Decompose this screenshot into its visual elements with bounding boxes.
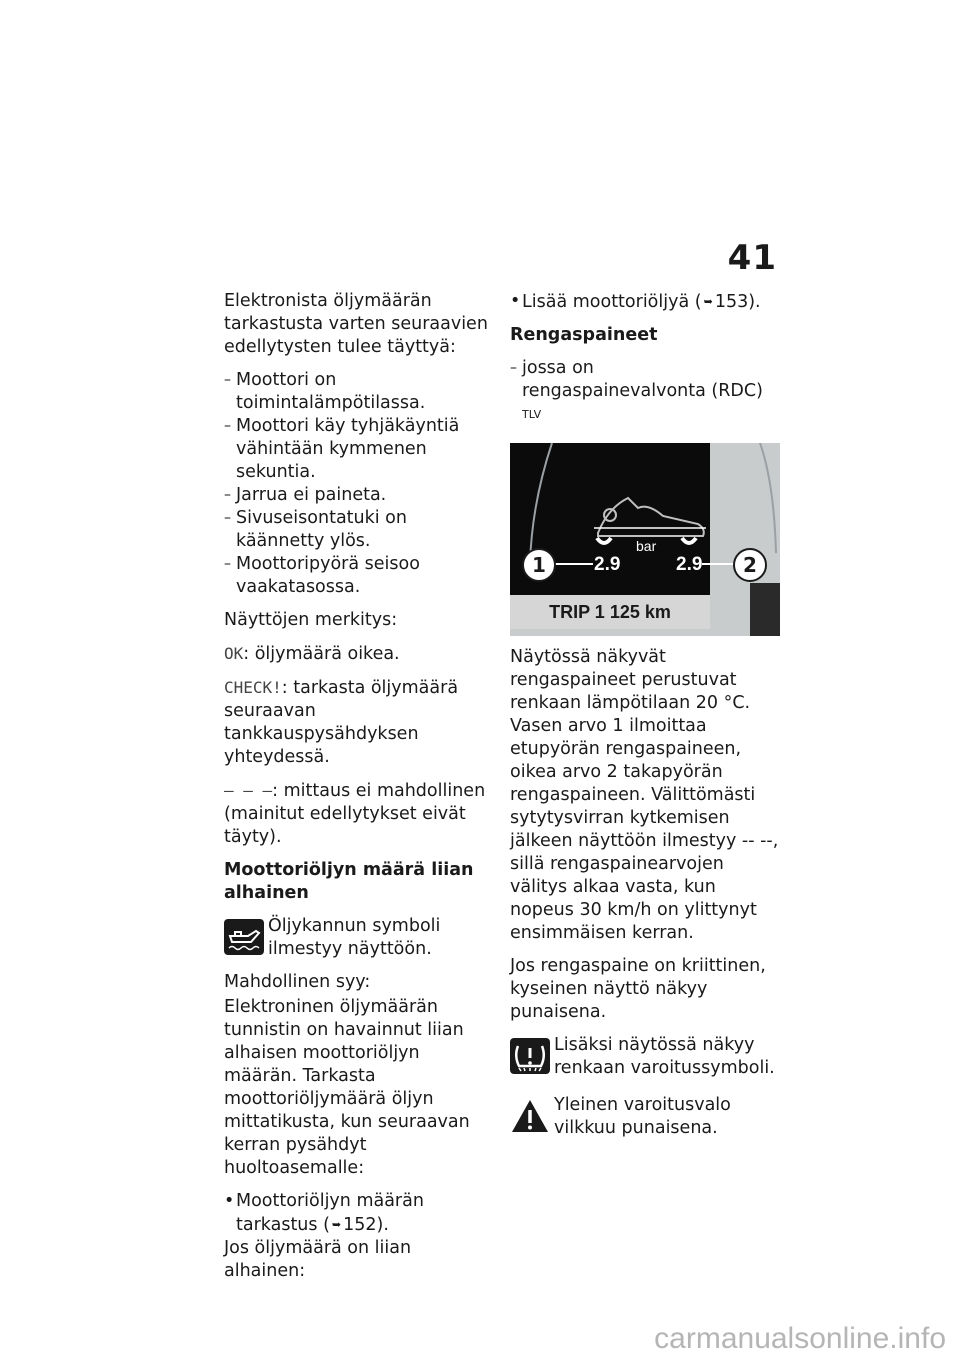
dash-text: : mittaus ei mahdollinen (mainitut edellytykset eivät täyty). bbox=[224, 781, 486, 847]
dash-meaning bbox=[224, 779, 492, 849]
general-warning-block bbox=[510, 1094, 782, 1140]
callout-2: 2 bbox=[733, 548, 767, 582]
general-warning-text: Yleinen varoitusvalo vilkkuu punaisena. bbox=[554, 1095, 731, 1138]
check-item-ref: 152). bbox=[343, 1215, 389, 1235]
tire-warning-text: Lisäksi näytössä näkyy renkaan varoitussymboli. bbox=[554, 1035, 775, 1078]
add-oil-text: Lisää moottoriöljyä ( bbox=[522, 292, 702, 312]
page-ref-arrow-icon: ➥ bbox=[703, 295, 713, 308]
check-meaning bbox=[224, 676, 492, 769]
check-text: : tarkasta öljymäärä seuraavan tankkauspysähdyksen yhteydessä. bbox=[224, 678, 459, 767]
ok-code: OK bbox=[224, 644, 244, 663]
rear-pressure-value: 2.9 bbox=[676, 554, 703, 575]
if-low-text: Jos öljymäärä on liian alhainen: bbox=[224, 1238, 412, 1281]
right-column bbox=[510, 290, 782, 1150]
front-pressure-value: 2.9 bbox=[594, 554, 621, 575]
ok-text: : öljymäärä oikea. bbox=[243, 644, 400, 664]
tire-warning-icon bbox=[510, 1038, 550, 1074]
tire-pressure-heading: Rengaspaineet bbox=[510, 325, 658, 345]
condition-item: – Sivuseisontatuki on käännetty ylös. bbox=[224, 507, 492, 553]
tire-condition-list bbox=[510, 357, 782, 433]
cause-text: Elektroninen öljymäärän tunnistin on havainnut liian alhaisen moottoriöljyn määrän. Tarkasta moottoriöljymäärä öljyn mittatikusta, kun seuraavan kerran pysähdyt huoltoasemalle: bbox=[224, 997, 470, 1178]
oil-low-heading: Moottoriöljyn määrä liian alhainen bbox=[224, 860, 474, 903]
condition-item: – Jarrua ei paineta. bbox=[224, 484, 492, 507]
oil-symbol-text: Öljykannun symboli ilmestyy näyttöön. bbox=[268, 916, 441, 959]
check-code: CHECK! bbox=[224, 678, 282, 697]
oil-symbol-block bbox=[224, 915, 492, 961]
watermark: carmanualsonline.info bbox=[654, 1322, 946, 1355]
tire-warning-block bbox=[510, 1034, 782, 1080]
trip-readout: TRIP 1 125 km bbox=[510, 595, 710, 629]
check-list bbox=[224, 1190, 492, 1237]
add-oil-list bbox=[510, 290, 782, 314]
tire-pressure-critical: Jos rengaspaine on kriittinen, kyseinen näyttö näkyy punaisena. bbox=[510, 956, 766, 1022]
intro-text: Elektronista öljymäärän tarkastusta varten seuraavien edellytysten tulee täyttyä: bbox=[224, 291, 488, 357]
tire-condition-item bbox=[510, 357, 782, 433]
tire-pressure-display-image bbox=[510, 443, 780, 636]
add-oil-ref: 153). bbox=[714, 292, 761, 312]
tire-condition-sup: TLV bbox=[522, 408, 542, 421]
condition-item: – Moottori on toimintalämpötilassa. bbox=[224, 369, 492, 415]
callout-1: 1 bbox=[522, 548, 556, 582]
tire-condition-text: jossa on rengaspainevalvonta (RDC) bbox=[522, 358, 763, 401]
pressure-unit: bar bbox=[636, 538, 657, 554]
page-number: 41 bbox=[727, 238, 777, 278]
dash-code: – – – bbox=[224, 781, 273, 800]
check-item-text: Moottoriöljyn määrän tarkastus ( bbox=[236, 1191, 424, 1235]
condition-item: – Moottoripyörä seisoo vaakatasossa. bbox=[224, 553, 492, 599]
display-meanings-label: Näyttöjen merkitys: bbox=[224, 610, 398, 630]
warning-triangle-icon bbox=[510, 1098, 550, 1134]
oil-can-icon bbox=[224, 919, 264, 955]
ok-meaning bbox=[224, 642, 492, 666]
cause-label: Mahdollinen syy: bbox=[224, 972, 371, 992]
add-oil-item bbox=[510, 290, 782, 314]
condition-item: – Moottori käy tyhjäkäyntiä vähintään kymmenen sekuntia. bbox=[224, 415, 492, 484]
conditions-list bbox=[224, 369, 492, 599]
check-item bbox=[224, 1190, 492, 1237]
page-ref-arrow-icon: ➥ bbox=[331, 1218, 342, 1231]
tire-pressure-explanation: Näytössä näkyvät rengaspaineet perustuvat renkaan lämpötilaan 20 °C. Vasen arvo 1 ilmoittaa etupyörän rengaspaineen, oikea arvo 2 takapyörän rengaspaineen. Välittömästi sytytysvirran kytkemisen jälkeen näyttöön ilmestyy -- --, sillä rengaspainearvojen välitys alkaa vasta, kun nopeus 30 km/h on ylittynyt ensimmäisen kerran. bbox=[510, 647, 779, 943]
left-column bbox=[224, 290, 492, 1293]
